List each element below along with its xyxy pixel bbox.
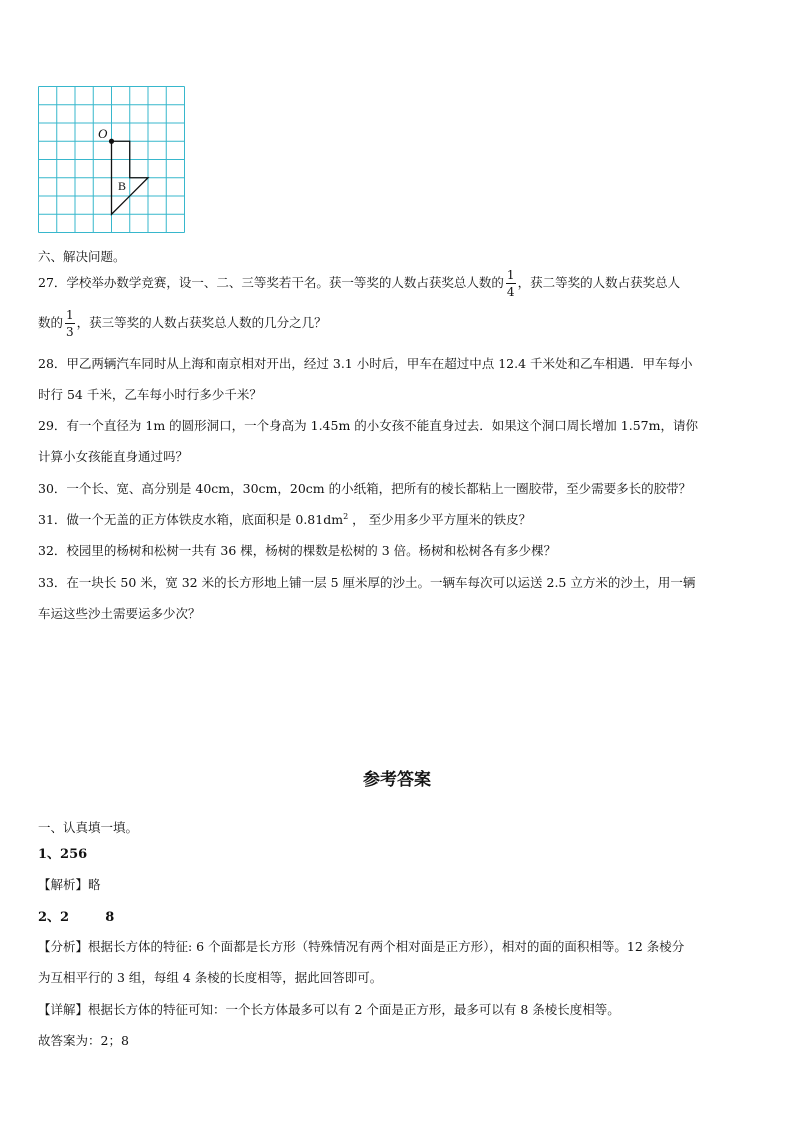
q27-text-d: ，获三等奖的人数占获奖总人数的几分之几？ [76,315,327,330]
origin-point [109,139,114,144]
answer-1-note: 【解析】略 [38,877,101,892]
answer-2-analysis-line1: 【分析】根据长方体的特征: 6 个面都是长方形（特殊情况有两个相对面是正方形），相对的面的面积相等。12 条棱分 [38,939,685,954]
shape-label: B [118,179,127,193]
grid-figure [38,86,188,236]
answers-section1-heading: 一、认真填一填。 [38,820,139,835]
question-30: 30．一个长、宽、高分别是 40cm，30cm，20cm 的小纸箱，把所有的棱长都粘上一圈胶带，至少需要多长的胶带？ [38,481,692,496]
question-28-line1: 28．甲乙两辆汽车同时从上海和南京相对开出，经过 3.1 小时后，甲车在超过中点 12.4 千米处和乙车相遇．甲车每小 [38,356,693,371]
q27-fraction-2: $\frac{1}{3}$ [66,308,74,339]
q27-text-c: 数的 [38,315,64,330]
answer-2: 2、2 8 [38,910,115,925]
q27-text-b: ，获二等奖的人数占获奖总人 [517,275,681,290]
question-29-line1: 29．有一个直径为 1m 的圆形洞口，一个身高为 1.45m 的小女孩不能直身过去．如果这个洞口周长增加 1.57m，请你 [38,418,698,433]
question-32: 32．校园里的杨树和松树一共有 36 棵，杨树的棵数是松树的 3 倍。杨树和松树各有多少棵？ [38,543,557,558]
question-29-line2: 计算小女孩能直身通过吗？ [38,449,189,464]
q27-text-a: 27．学校举办数学竞赛，设一、二、三等奖若干名。获一等奖的人数占获奖总人数的 [38,275,504,290]
answer-2-final: 故答案为：2；8 [38,1033,129,1048]
answer-2-detail: 【详解】根据长方体的特征可知：一个长方体最多可以有 2 个面是正方形，最多可以有 8 条棱长度相等。 [38,1002,620,1017]
answers-title: 参考答案 [363,770,431,790]
question-27-line1 [38,268,680,298]
question-31: 31．做一个无盖的正方体铁皮水箱，底面积是 $0.81dm^2$ ， 至少用多少平方厘米的铁皮？ [38,511,532,527]
q27-fraction-1: $\frac{1}{4}$ [506,268,515,299]
answer-2-analysis-line2: 为互相平行的 3 组，每组 4 条棱的长度相等，据此回答即可。 [38,970,383,985]
answer-1: 1、256 [38,847,88,862]
section6-heading: 六、解决问题。 [38,249,126,264]
origin-label: O [98,126,108,141]
question-27-line2 [38,308,327,338]
question-33-line1: 33．在一块长 50 米，宽 32 米的长方形地上铺一层 5 厘米厚的沙土。一辆车每次可以运送 2.5 立方米的沙土，用一辆 [38,575,696,590]
question-33-line2: 车运这些沙土需要运多少次？ [38,606,201,621]
question-28-line2: 时行 54 千米，乙车每小时行多少千米？ [38,387,262,402]
